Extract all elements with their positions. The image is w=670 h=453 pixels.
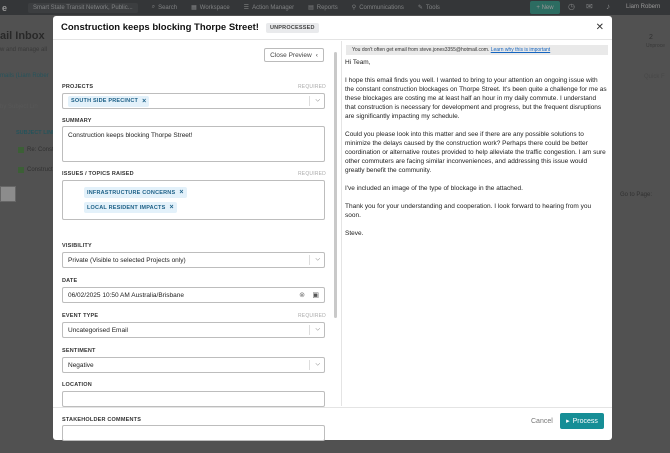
cancel-button[interactable]: Cancel [531,418,553,425]
event-type-value: Uncategorised Email [68,326,128,334]
dialog-header [53,16,612,40]
chevron-down-icon: ⌵ [315,256,320,263]
date-label: DATE [62,278,78,284]
issue-tag-label: LOCAL RESIDENT IMPACTS [87,204,166,211]
sentiment-select[interactable] [62,357,325,373]
issue-tag [84,202,177,213]
summary-label: SUMMARY [62,118,92,124]
divider [309,325,310,335]
process-email-dialog [53,16,612,440]
project-tag-label: SOUTH SIDE PRECINCT [71,98,139,104]
event-type-select[interactable] [62,322,325,338]
email-form [53,41,336,423]
projects-required: REQUIRED [298,84,326,90]
external-sender-warning [346,45,608,55]
email-body [345,58,607,247]
projects-select[interactable] [62,93,325,109]
remove-tag-icon[interactable]: × [142,97,147,105]
email-paragraph: Thank you for your understanding and cooperation. I look forward to hearing from you soon. [345,203,592,219]
play-icon: ▸ [566,418,570,425]
process-button[interactable] [560,413,604,429]
visibility-select[interactable] [62,252,325,268]
close-preview-label: Close Preview [270,51,312,59]
remove-tag-icon[interactable]: × [179,189,184,196]
chevron-left-icon: ‹ [315,51,318,59]
clear-icon[interactable]: ⊗ [299,292,305,299]
issue-tag-label: INFRASTRUCTURE CONCERNS [87,189,176,196]
issue-tag [84,187,187,198]
divider [309,360,310,370]
chevron-down-icon: ⌵ [315,326,320,333]
process-button-label: Process [572,417,598,425]
form-scrollbar[interactable] [334,52,337,318]
issues-select[interactable] [62,180,325,220]
location-input[interactable] [62,391,325,407]
visibility-label: VISIBILITY [62,243,92,249]
issues-label: ISSUES / TOPICS RAISED [62,171,134,177]
remove-tag-icon[interactable]: × [169,204,174,211]
email-paragraph: Hi Team, [345,59,371,66]
sentiment-label: SENTIMENT [62,348,96,354]
close-icon[interactable]: ✕ [595,22,604,33]
location-label: LOCATION [62,382,92,388]
divider [309,255,310,265]
chevron-down-icon: ⌵ [315,361,320,368]
summary-value: Construction keeps blocking Thorpe Street! [68,132,193,139]
projects-label: PROJECTS [62,84,94,90]
email-paragraph: Steve. [345,230,364,237]
warning-text: You don't often get email from steve.jones3355@hotmail.com. [352,47,490,53]
event-type-required: REQUIRED [298,313,326,319]
visibility-value: Private (Visible to selected Projects only) [68,256,186,264]
project-tag [68,96,149,107]
email-paragraph: Could you please look into this matter and see if there are any possible solutions to minimize the delays caused by the construction work? Perhaps there could be better coordination or alternative routes provided to help alleviate the traffic congestion. I am sure other commuters are facing similar inconveniences, and addressing this issue would greatly benefit the community. [345,131,606,174]
chevron-down-icon[interactable]: ⌵ [315,97,320,104]
learn-why-link[interactable]: Learn why this is important [490,47,551,53]
issues-required: REQUIRED [298,171,326,177]
calendar-icon[interactable]: ▣ [312,292,319,299]
dialog-title: Construction keeps blocking Thorpe Street! [61,22,259,33]
stakeholder-comments-label: STAKEHOLDER COMMENTS [62,417,142,423]
close-preview-button[interactable] [264,48,324,62]
email-paragraph: I hope this email finds you well. I wanted to bring to your attention an ongoing issue with the constant construction blockages on Thorpe Street. It's been quite a challenge for me as these blockages are costing me at least half an hour in my daily commute. I understand that construction is necessary for development and progress, but the frequent disruptions are significantly impacting my schedule. [345,77,607,120]
email-paragraph: I've included an image of the type of blockage in the attached. [345,185,523,192]
sentiment-value: Negative [68,361,94,369]
dialog-footer [53,407,612,440]
summary-textarea[interactable] [62,126,325,162]
date-value: 06/02/2025 10:50 AM Australia/Brisbane [68,291,184,299]
date-input[interactable] [62,287,325,303]
email-preview-pane [341,41,612,406]
status-badge: UNPROCESSED [266,23,319,33]
event-type-label: EVENT TYPE [62,313,99,319]
divider [309,96,310,106]
